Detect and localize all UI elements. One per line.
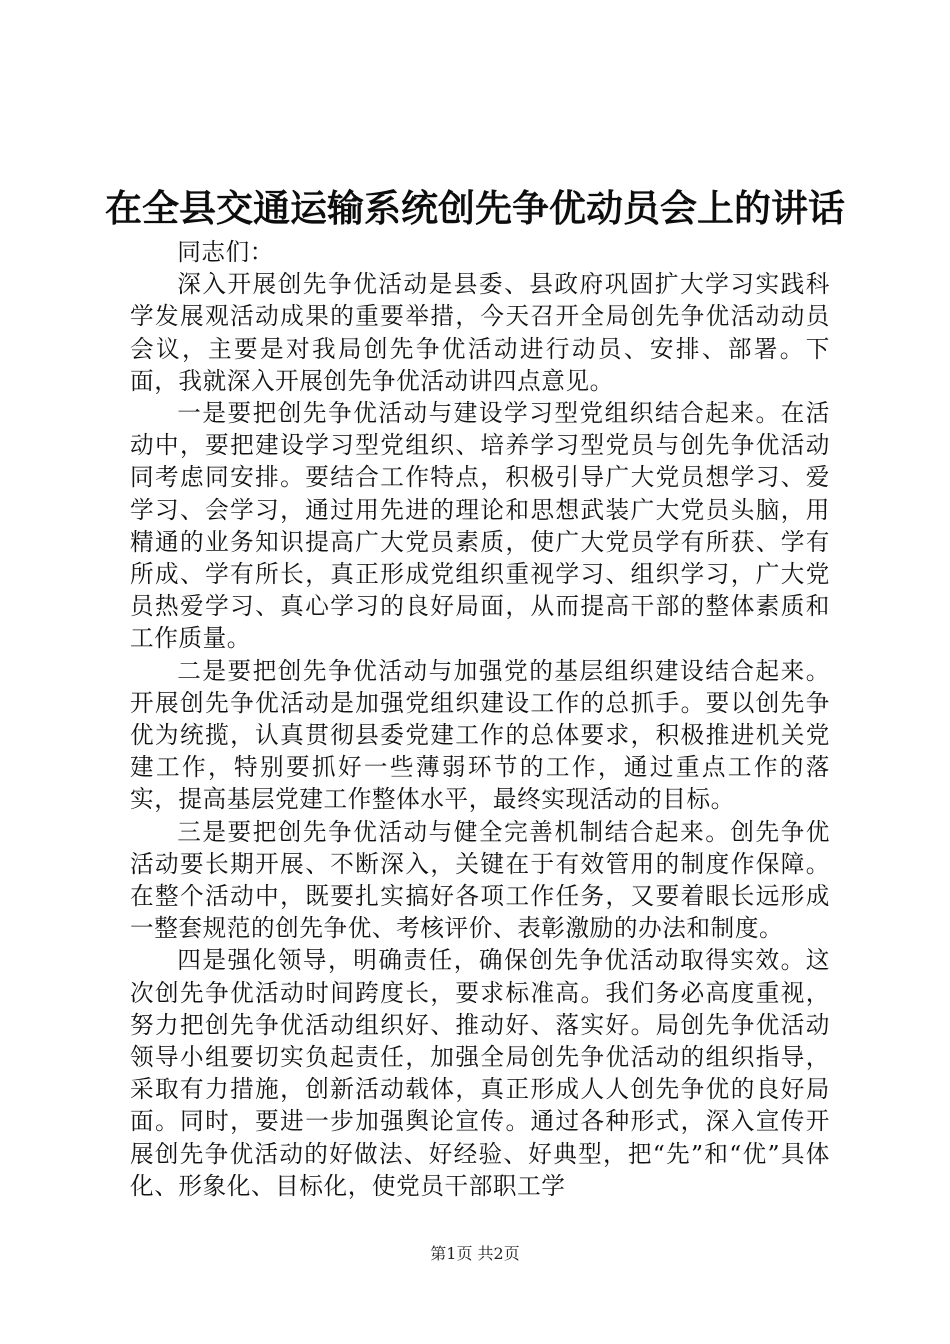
page-number-footer: 第1页 共2页 bbox=[430, 1244, 520, 1263]
paragraph-intro: 深入开展创先争优活动是县委、县政府巩固扩大学习实践科学发展观活动成果的重要举措，今天召开全局创先争优活动动员会议，主要是对我局创先争优活动进行动员、安排、部署。下面，我就深入开展创先争优活动讲四点意见。 bbox=[130, 270, 830, 395]
paragraph-point-three: 三是要把创先争优活动与健全完善机制结合起来。创先争优活动要长期开展、不断深入，关键在于有效管用的制度作保障。在整个活动中，既要扎实搞好各项工作任务，又要着眼长远形成一整套规范的创先争优、考核评价、表彰激励的办法和制度。 bbox=[130, 817, 830, 943]
paragraph-point-four: 四是强化领导，明确责任，确保创先争优活动取得实效。这次创先争优活动时间跨度长，要求标准高。我们务必高度重视，努力把创先争优活动组织好、推动好、落实好。局创先争优活动领导小组要切实负起责任，加强全局创先争优活动的组织指导，采取有力措施，创新活动载体，真正形成人人创先争优的良好局面。同时，要进一步加强舆论宣传。通过各种形式，深入宣传开展创先争优活动的好做法、好经验、好典型，把“先”和“优”具体化、形象化、目标化，使党员干部职工学 bbox=[130, 946, 830, 1200]
paragraph-point-two: 二是要把创先争优活动与加强党的基层组织建设结合起来。开展创先争优活动是加强党组织建设工作的总抓手。要以创先争优为统揽，认真贯彻县委党建工作的总体要求，积极推进机关党建工作，特别要抓好一些薄弱环节的工作，通过重点工作的落实，提高基层党建工作整体水平，最终实现活动的目标。 bbox=[130, 656, 830, 814]
document-title: 在全县交通运输系统创先争优动员会上的讲话 bbox=[105, 187, 845, 230]
greeting: 同志们： bbox=[177, 238, 274, 266]
document-body bbox=[130, 236, 830, 1202]
paragraph-point-one: 一是要把创先争优活动与建设学习型党组织结合起来。在活动中，要把建设学习型党组织、培养学习型党员与创先争优活动同考虑同安排。要结合工作特点，积极引导广大党员想学习、爱学习、会学习，通过用先进的理论和思想武装广大党员头脑，用精通的业务知识提高广大党员素质，使广大党员学有所获、学有所成、学有所长，真正形成党组织重视学习、组织学习，广大党员热爱学习、真心学习的良好局面，从而提高干部的整体素质和工作质量。 bbox=[130, 399, 830, 653]
